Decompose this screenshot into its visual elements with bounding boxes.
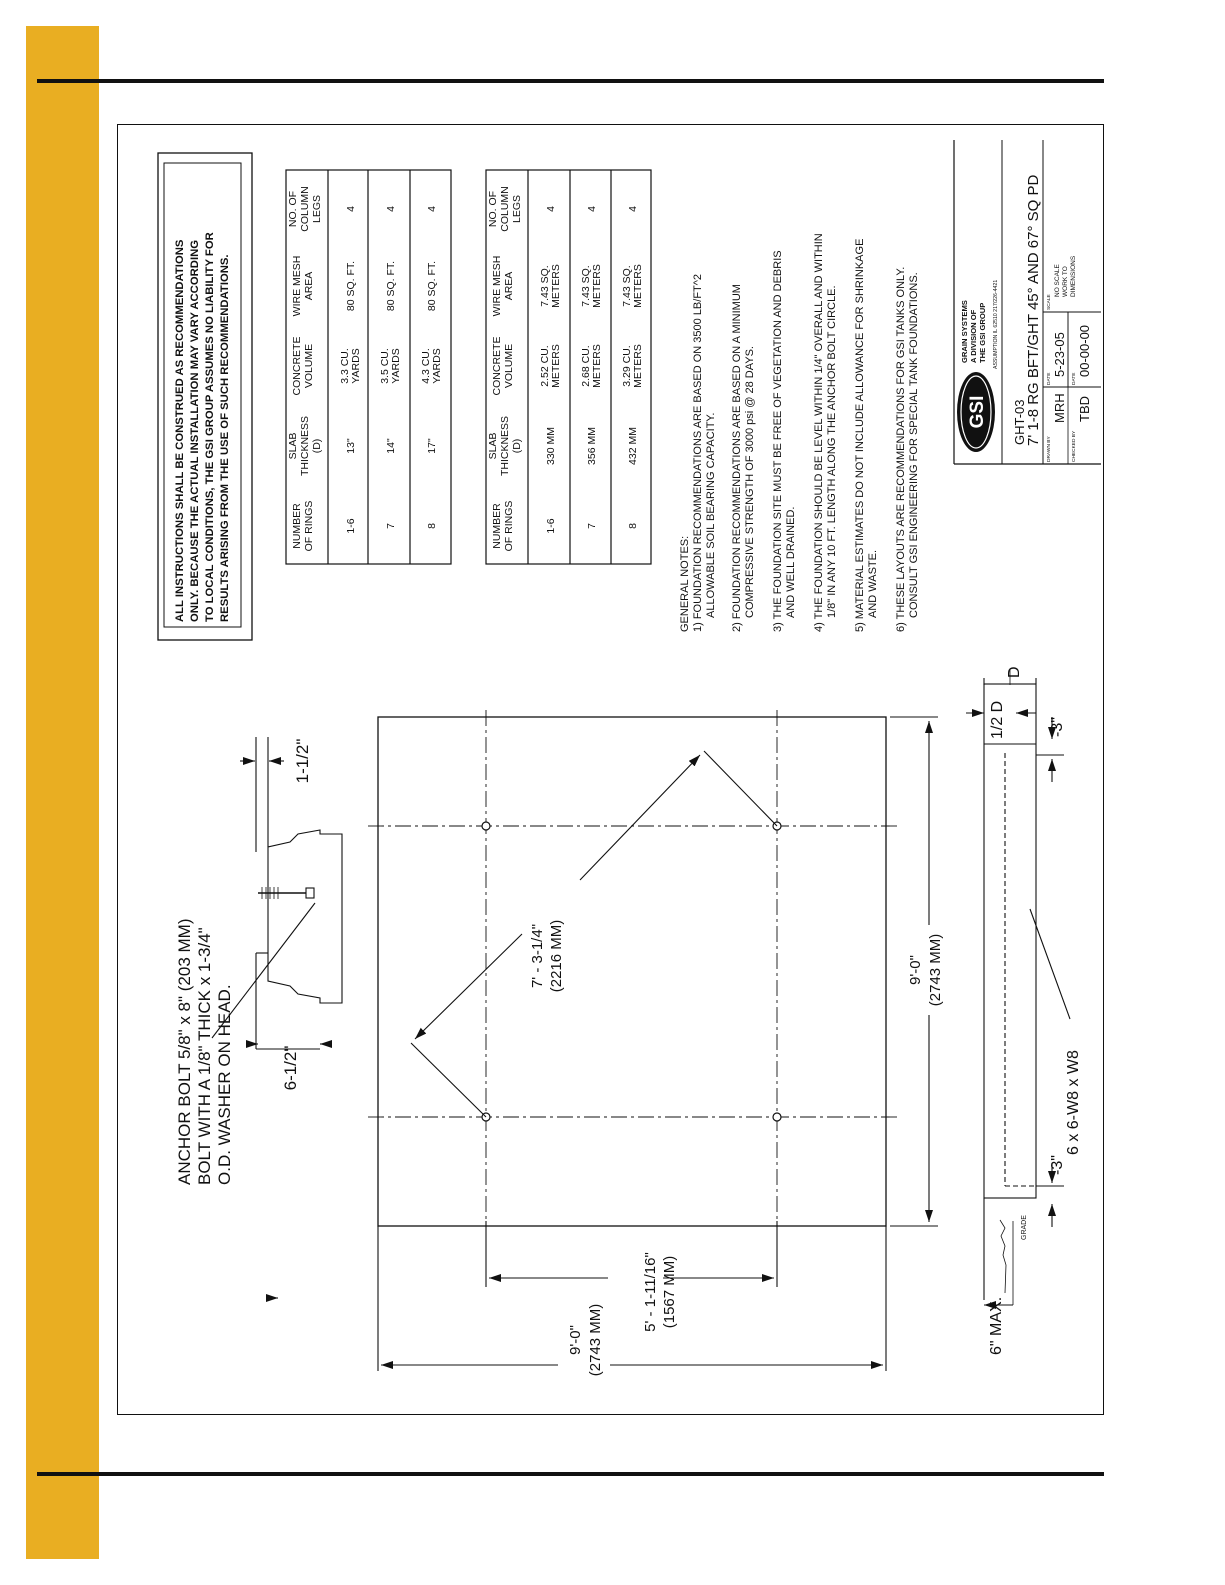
drawing-date-2: 00-00-00 xyxy=(1077,324,1092,377)
scale-value: WORK TO xyxy=(1062,266,1069,297)
disclaimer-line: TO LOCAL CONDITIONS, THE GSI GROUP ASSUMES NO LIABILITY FOR xyxy=(204,232,216,622)
date-label: DATE xyxy=(1047,372,1052,385)
scale-value: NO SCALE xyxy=(1054,264,1061,297)
drawn-by-label: DRAWN BY xyxy=(1047,436,1052,462)
general-notes xyxy=(679,233,920,632)
header-rule xyxy=(37,79,1104,83)
page-color-bar xyxy=(26,26,99,1559)
metric-cell: 356 MM xyxy=(586,427,598,465)
half-d-label: 1/2 D xyxy=(989,700,1006,739)
metric-cell: 1-6 xyxy=(545,518,557,534)
grade-label: GRADE xyxy=(1021,1215,1028,1240)
width-dimension-bottom xyxy=(378,1226,886,1371)
footer-rule xyxy=(37,1472,1104,1476)
anchor-bolt-label: BOLT WITH A 1/8" THICK x 1-3/4" xyxy=(195,927,214,1185)
drawing-title: 7' 1-8 RG BFT/GHT 45° AND 67° SQ PD xyxy=(1025,174,1042,446)
imperial-cell: 3.3 CU. xyxy=(339,348,351,384)
bolt-projection-label: 1-1/2" xyxy=(293,738,312,784)
metric-cell: 432 MM xyxy=(627,427,639,465)
metric-cell: 4 xyxy=(627,206,639,212)
metric-cell: 3.29 CU. xyxy=(621,345,633,387)
width-bottom-label: (2743 MM) xyxy=(587,1303,604,1377)
metric-header-mesh: AREA xyxy=(503,271,515,301)
metric-cell: METERS xyxy=(550,264,562,308)
disclaimer-box xyxy=(158,153,252,640)
imperial-header-mesh: AREA xyxy=(303,271,315,301)
imperial-cell: YARDS xyxy=(390,348,402,384)
company-name: THE GSI GROUP xyxy=(978,302,987,363)
note-line: AND WELL DRAINED. xyxy=(785,506,797,618)
note-line: AND WASTE. xyxy=(867,549,879,618)
metric-header-legs: NO. OF xyxy=(487,190,499,228)
anchor-bolt-label: O.D. WASHER ON HEAD. xyxy=(215,984,234,1185)
imperial-cell: 4 xyxy=(385,206,397,212)
drawing-date: 5-23-05 xyxy=(1052,332,1067,377)
metric-header-legs: LEGS xyxy=(511,194,523,224)
scale-value: DIMENSIONS xyxy=(1070,255,1077,297)
imperial-cell: 80 SQ. FT. xyxy=(385,260,397,312)
metric-cell: 7 xyxy=(586,523,598,529)
company-address: ASSUMPTION IL 62510 217/226-4421 xyxy=(993,279,999,369)
imperial-cell: 80 SQ. FT. xyxy=(345,260,357,312)
notes-heading: GENERAL NOTES: xyxy=(679,535,691,632)
note-line: 1/8" IN ANY 10 FT. LENGTH ALONG THE ANCHOR BOLT CIRCLE. xyxy=(826,285,838,618)
imperial-cell: 8 xyxy=(426,523,438,529)
checked-by-label: CHECKED BY xyxy=(1072,430,1077,462)
logo-text: GSI xyxy=(967,395,988,429)
imperial-cell: 4 xyxy=(345,206,357,212)
company-name: A DIVISION OF xyxy=(969,309,978,363)
width-right-label: (2743 MM) xyxy=(927,933,944,1007)
imperial-header-thickness: THICKNESS xyxy=(299,415,311,477)
imperial-cell: 4 xyxy=(426,206,438,212)
metric-cell: METERS xyxy=(632,344,644,388)
anchor-bolt-hole xyxy=(482,822,490,830)
imperial-header-rings: OF RINGS xyxy=(303,500,315,552)
bolt-spacing-label: 5' - 1-11/16" xyxy=(642,1252,659,1332)
scale-label: SCALE xyxy=(1047,294,1052,310)
gsi-logo xyxy=(957,372,995,452)
metric-cell: 4 xyxy=(545,206,557,212)
metric-cell: METERS xyxy=(550,344,562,388)
metric-cell: 8 xyxy=(627,523,639,529)
imperial-cell: 3.5 CU. xyxy=(379,348,391,384)
note-line: CONSULT GSI ENGINEERING FOR SPECIAL TANK FOUNDATIONS. xyxy=(908,272,920,618)
bolt-spacing-dimension xyxy=(486,1221,777,1287)
width-right-label: 9'-0" xyxy=(907,955,924,985)
imperial-cell: 1-6 xyxy=(345,518,357,534)
note-line: 2) FOUNDATION RECOMMENDATIONS ARE BASED ON A MINIMUM xyxy=(731,284,743,632)
metric-cell: 4 xyxy=(586,206,598,212)
imperial-cell: YARDS xyxy=(350,348,362,384)
wire-mesh-label: 6 x 6-W8 x W8 xyxy=(1065,1050,1082,1155)
note-line: ALLOWABLE SOIL BEARING CAPACITY. xyxy=(705,412,717,618)
bolt-spacing-label: (1567 MM) xyxy=(661,1255,678,1329)
diagonal-label: (2216 MM) xyxy=(548,919,565,993)
bolt-embed-label: 6-1/2" xyxy=(281,1045,300,1091)
note-line: 1) FOUNDATION RECOMMENDATIONS ARE BASED ON 3500 LB/FT^2 xyxy=(692,273,704,632)
slab-plan xyxy=(368,710,898,1235)
metric-header-mesh: WIRE MESH xyxy=(491,255,503,317)
d-label: D xyxy=(1006,666,1023,678)
metric-header-rings: OF RINGS xyxy=(503,500,515,552)
imperial-header-thickness: SLAB xyxy=(287,432,299,460)
edge-top-label: -3" xyxy=(1049,717,1066,737)
imperial-cell: 7 xyxy=(385,523,397,529)
width-bottom-label: 9'-0" xyxy=(567,1325,584,1355)
metric-cell: METERS xyxy=(591,264,603,308)
metric-header-volume: CONCRETE xyxy=(491,336,503,396)
date2-label: DATE xyxy=(1072,372,1077,385)
disclaimer-line: ALL INSTRUCTIONS SHALL BE CONSTRUED AS RECOMMENDATIONS xyxy=(174,239,186,622)
metric-cell: METERS xyxy=(591,344,603,388)
six-max-label: 6" MAX. xyxy=(988,1296,1005,1355)
drawn-by: MRH xyxy=(1052,393,1067,423)
metric-header-thickness: THICKNESS xyxy=(499,415,511,477)
drawing-number: GHT-03 xyxy=(1012,399,1027,445)
imperial-cell: 17" xyxy=(426,438,438,454)
diagonal-dimension xyxy=(411,751,777,1117)
metric-cell: METERS xyxy=(632,264,644,308)
disclaimer-line: ONLY. BECAUSE THE ACTUAL INSTALLATION MAY VARY ACCORDING xyxy=(189,239,201,622)
imperial-cell: 14" xyxy=(385,438,397,454)
note-line: 4) THE FOUNDATION SHOULD BE LEVEL WITHIN 1/4" OVERALL AND WITHIN xyxy=(813,233,825,632)
anchor-bolt-label: ANCHOR BOLT 5/8" x 8" (203 MM) xyxy=(175,918,194,1185)
imperial-cell: YARDS xyxy=(431,348,443,384)
note-line: 6) THESE LAYOUTS ARE RECOMMENDATIONS FOR GSI TANKS ONLY. xyxy=(895,266,907,632)
imperial-header-legs: COLUMN xyxy=(299,186,311,232)
metric-cell: 2.68 CU. xyxy=(580,345,592,387)
slab-section xyxy=(267,670,1070,1305)
metric-header-rings: NUMBER xyxy=(491,503,503,549)
foundation-drawing xyxy=(118,125,1101,1411)
imperial-header-legs: LEGS xyxy=(311,194,323,224)
imperial-header-volume: VOLUME xyxy=(303,343,315,389)
anchor-bolt-hole xyxy=(773,1113,781,1121)
metric-header-volume: VOLUME xyxy=(503,343,515,389)
metric-header-thickness: (D) xyxy=(511,438,523,454)
edge-bottom-label: -3" xyxy=(1049,1155,1066,1175)
metric-cell: 2.52 CU. xyxy=(539,345,551,387)
imperial-header-legs: NO. OF xyxy=(287,190,299,228)
checked-by: TBD xyxy=(1077,396,1092,422)
imperial-header-volume: CONCRETE xyxy=(291,336,303,396)
metric-cell: 7.43 SQ. xyxy=(621,265,633,307)
note-line: 5) MATERIAL ESTIMATES DO NOT INCLUDE ALLOWANCE FOR SHRINKAGE xyxy=(854,238,866,632)
imperial-cell: 4.3 CU. xyxy=(420,348,432,384)
metric-header-legs: COLUMN xyxy=(499,186,511,232)
metric-cell: 330 MM xyxy=(545,427,557,465)
imperial-cell: 13" xyxy=(345,438,357,454)
imperial-header-rings: NUMBER xyxy=(291,503,303,549)
disclaimer-line: RESULTS ARISING FROM THE USE OF SUCH RECOMMENDATIONS. xyxy=(219,254,231,622)
note-line: COMPRESSIVE STRENGTH OF 3000 psi @ 28 DAYS. xyxy=(744,346,756,618)
company-name: GRAIN SYSTEMS xyxy=(960,300,969,363)
imperial-header-thickness: (D) xyxy=(311,438,323,454)
metric-cell: 7.43 SQ. xyxy=(539,265,551,307)
metric-cell: 7.43 SQ. xyxy=(580,265,592,307)
note-line: 3) THE FOUNDATION SITE MUST BE FREE OF VEGETATION AND DEBRIS xyxy=(772,250,784,632)
imperial-header-mesh: WIRE MESH xyxy=(291,255,303,317)
metric-header-thickness: SLAB xyxy=(487,432,499,460)
imperial-cell: 80 SQ. FT. xyxy=(426,260,438,312)
diagonal-label: 7' - 3-1/4" xyxy=(529,923,546,989)
